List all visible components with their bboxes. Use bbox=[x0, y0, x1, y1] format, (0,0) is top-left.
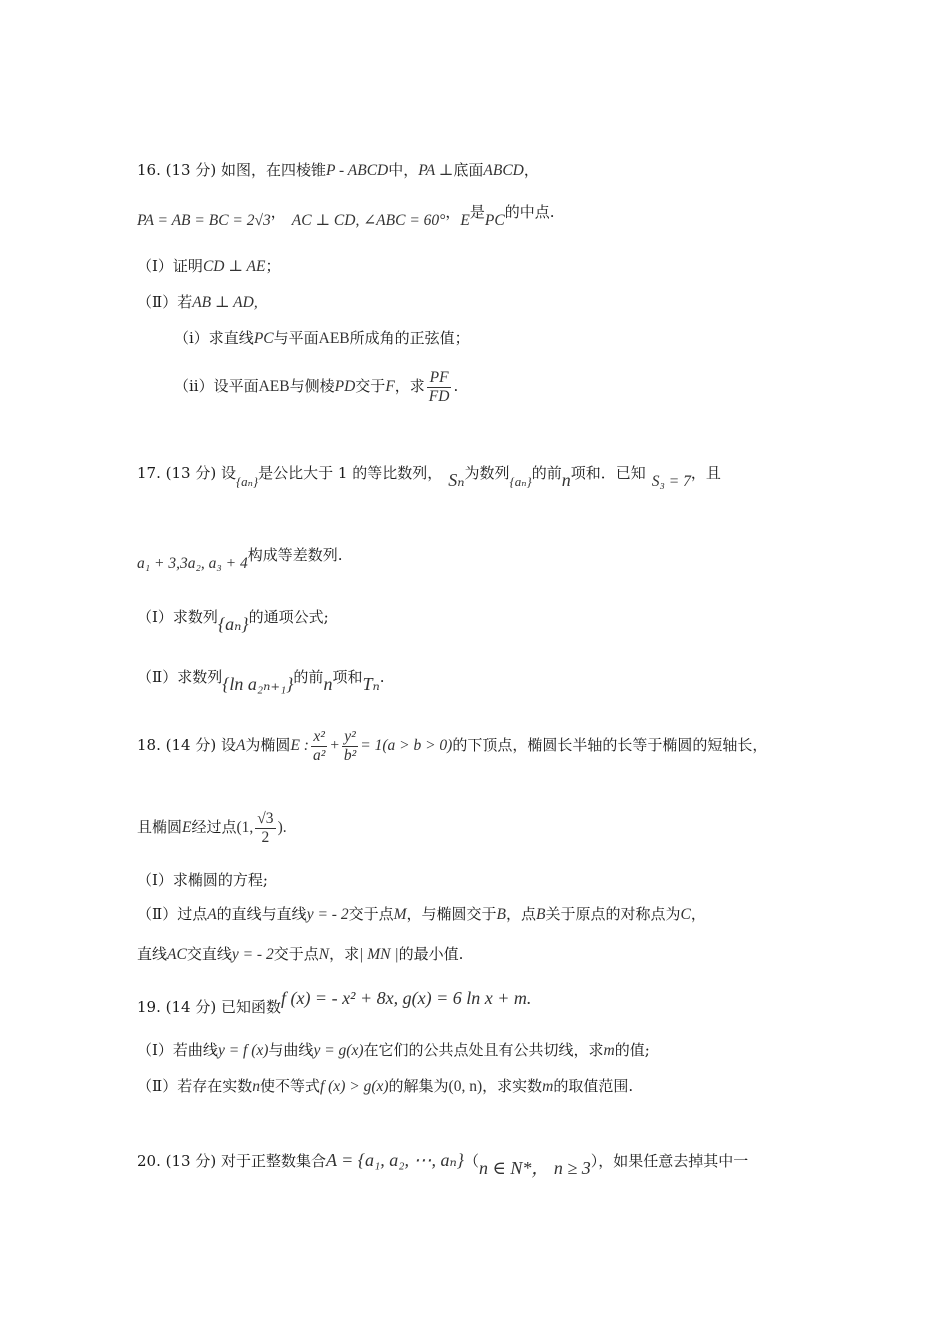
q17-text: 构成等差数列. bbox=[247, 546, 343, 564]
q19-math: f (x) > g(x) bbox=[319, 1078, 389, 1095]
q18-text: 的直线与直线 bbox=[216, 905, 307, 923]
q18-math: E bbox=[182, 819, 192, 836]
q17-text: 的前 bbox=[293, 668, 324, 686]
q18-text: 且椭圆 bbox=[137, 818, 183, 836]
q18-math: E : bbox=[290, 737, 309, 754]
q18-math: C bbox=[680, 906, 691, 923]
q16-math: AB ⊥ AD, bbox=[192, 294, 258, 311]
q20-line1 bbox=[137, 1150, 749, 1178]
q19-math: m bbox=[542, 1078, 554, 1095]
q16-text: ； bbox=[265, 257, 281, 275]
q18-text: ，与椭圆交于 bbox=[406, 905, 497, 923]
q16-text: ， bbox=[445, 203, 461, 221]
part-label: （Ⅱ）求数列 bbox=[137, 668, 223, 686]
q19-math: n bbox=[252, 1078, 260, 1095]
fraction-denominator: 2 bbox=[261, 828, 270, 846]
q18-text: 直线 bbox=[137, 945, 168, 963]
q16-math: ABCD bbox=[483, 162, 524, 179]
q18-math: B bbox=[536, 906, 546, 923]
q16-math: AEB bbox=[258, 378, 290, 395]
q20-set: A = {a₁, a₂, ⋯, aₙ} bbox=[325, 1150, 464, 1170]
q19-part1 bbox=[137, 1040, 650, 1061]
part-label: （Ⅱ）过点 bbox=[137, 905, 208, 923]
q18-text: 关于原点的对称点为 bbox=[545, 905, 681, 923]
q16-math: E bbox=[460, 212, 470, 229]
q18-line3 bbox=[137, 944, 463, 965]
sub-label: （ii）设平面 bbox=[174, 377, 259, 395]
q18-text: ，求 bbox=[329, 945, 360, 963]
q19-function: f (x) = - x² + 8x, g(x) = 6 ln x + m. bbox=[280, 988, 532, 1008]
q18-text: ，点 bbox=[506, 905, 537, 923]
q16-text: ， bbox=[523, 161, 539, 179]
q16-line1 bbox=[137, 160, 539, 181]
q17-math: S₃ = 7 bbox=[651, 473, 691, 490]
q16-math: PA ⊥ bbox=[418, 162, 454, 179]
q17-line1 bbox=[137, 462, 721, 490]
q16-fraction bbox=[427, 369, 452, 406]
q17-math: {aₙ} bbox=[217, 614, 249, 634]
q17-text: 的前 bbox=[531, 464, 562, 482]
q18-math: y = - 2 bbox=[231, 946, 274, 963]
q16-cond2: AC ⊥ CD, ∠ABC = 60° bbox=[291, 212, 446, 229]
q16-text: 是 bbox=[469, 203, 485, 221]
q16-text: 所成角的正弦值； bbox=[349, 329, 470, 347]
q18-line2 bbox=[137, 806, 287, 849]
q16-eq1: PA = AB = BC = 2√3 bbox=[137, 212, 271, 229]
q19-head: 19. (14 分) 已知函数 bbox=[137, 998, 281, 1016]
q18-part1 bbox=[137, 870, 268, 890]
q18-math: A bbox=[235, 737, 246, 754]
q17-text: 项和．已知 bbox=[570, 464, 646, 482]
q20-text: 如果任意去掉其中一 bbox=[613, 1152, 749, 1170]
q18-point-frac bbox=[255, 810, 275, 847]
q19-text: 的取值范围. bbox=[553, 1077, 634, 1095]
q18-frac-y bbox=[342, 728, 358, 765]
part-label: （Ⅰ）证明 bbox=[137, 257, 203, 275]
q16-part1 bbox=[137, 256, 280, 277]
part-label: （Ⅱ）若 bbox=[137, 293, 193, 311]
q20-text: （ bbox=[463, 1152, 479, 1170]
q17-math: {ln a₂ₙ₊₁} bbox=[222, 674, 294, 694]
q20-condition: n ∈ N*， n ≥ 3 bbox=[479, 1158, 591, 1178]
q19-math: y = g(x) bbox=[313, 1042, 364, 1059]
q18-math: y = - 2 bbox=[306, 906, 349, 923]
q17-math: {aₙ} bbox=[509, 474, 532, 489]
q17-math: Sₙ bbox=[448, 470, 465, 490]
q17-math: a₁ + 3,3a₂, a₃ + 4 bbox=[137, 555, 248, 572]
q18-math: | MN | bbox=[359, 946, 399, 963]
fraction-denominator: FD bbox=[428, 387, 450, 405]
q18-text: 交于点 bbox=[348, 905, 394, 923]
q17-text: ，且 bbox=[690, 464, 721, 482]
q19-part2 bbox=[137, 1076, 633, 1097]
q19-math: y = f (x) bbox=[217, 1042, 269, 1059]
q18-text: 交于点 bbox=[273, 945, 319, 963]
q18-math: + bbox=[329, 737, 340, 754]
q16-text: 交于 bbox=[355, 377, 386, 395]
q18-text: 经过点 bbox=[191, 818, 237, 836]
q18-math: = 1(a > b > 0) bbox=[360, 737, 453, 754]
q16-text: 底面 bbox=[453, 161, 484, 179]
q16-part2 bbox=[137, 292, 258, 313]
q17-part2 bbox=[137, 666, 385, 694]
q19-text: 与曲线 bbox=[268, 1041, 314, 1059]
q16-math: PD bbox=[334, 378, 356, 395]
q17-line2 bbox=[137, 545, 343, 572]
fraction-numerator: √3 bbox=[257, 809, 274, 827]
part-label: （Ⅰ）若曲线 bbox=[137, 1041, 218, 1059]
fraction-numerator: y² bbox=[342, 728, 358, 747]
fraction-denominator: a² bbox=[312, 746, 326, 764]
q18-text: 的最小值. bbox=[398, 945, 464, 963]
q17-math: n bbox=[323, 674, 333, 694]
q18-text: 的下顶点，椭圆长半轴的长等于椭圆的短轴长， bbox=[452, 736, 768, 754]
q16-pyramid: P - ABCD bbox=[325, 162, 389, 179]
fraction-numerator: x² bbox=[311, 728, 327, 747]
q16-head: 16. (13 分) 如图，在四棱锥 bbox=[137, 161, 326, 179]
q19-text: 的值; bbox=[614, 1041, 650, 1059]
q16-sub-ii bbox=[174, 366, 458, 407]
q17-math: Tₙ bbox=[362, 674, 380, 694]
q16-math: PC bbox=[253, 330, 274, 347]
q16-text: ， bbox=[270, 203, 286, 221]
q17-math: {aₙ} bbox=[235, 474, 259, 489]
part-label: （Ⅰ）求数列 bbox=[137, 608, 218, 626]
q19-math: (0, n) bbox=[448, 1078, 483, 1095]
q16-math: PC bbox=[484, 212, 505, 229]
part-label: （Ⅱ）若存在实数 bbox=[137, 1077, 253, 1095]
q20-head: 20. (13 分) 对于正整数集合 bbox=[137, 1152, 326, 1170]
q19-line1 bbox=[137, 988, 532, 1016]
q18-line1 bbox=[137, 724, 767, 767]
q18-math: M bbox=[393, 906, 407, 923]
q16-text: ，求 bbox=[394, 377, 425, 395]
q19-text: 在它们的公共点处且有公共切线，求 bbox=[363, 1041, 604, 1059]
q16-math: CD ⊥ AE bbox=[202, 258, 266, 275]
q18-math: N bbox=[318, 946, 330, 963]
q17-part1 bbox=[137, 606, 329, 634]
q17-text: 的通项公式; bbox=[248, 608, 329, 626]
q16-text: 与平面 bbox=[273, 329, 319, 347]
fraction-numerator: PF bbox=[427, 369, 452, 388]
q20-text: ）， bbox=[590, 1152, 614, 1170]
q17-math: n bbox=[561, 470, 571, 490]
q19-text: 使不等式 bbox=[259, 1077, 320, 1095]
q18-frac-x bbox=[311, 728, 327, 765]
q19-text: ，求实数 bbox=[482, 1077, 543, 1095]
q18-head: 18. (14 分) 设 bbox=[137, 736, 236, 754]
q16-math: F bbox=[385, 378, 395, 395]
q17-text: 项和 bbox=[332, 668, 363, 686]
q17-text: 是公比大于 1 的等比数列， bbox=[258, 464, 443, 482]
q18-math: AC bbox=[167, 946, 187, 963]
q18-math: (1, bbox=[236, 819, 254, 836]
q18-text: 交直线 bbox=[186, 945, 232, 963]
q16-line2 bbox=[137, 202, 555, 229]
q18-text: 为椭圆 bbox=[245, 736, 291, 754]
q16-sub-i bbox=[174, 328, 470, 349]
q19-math: m bbox=[603, 1042, 615, 1059]
q19-text: 的解集为 bbox=[388, 1077, 449, 1095]
q18-math: A bbox=[207, 906, 217, 923]
q17-head: 17. (13 分) 设 bbox=[137, 464, 236, 482]
fraction-denominator: b² bbox=[343, 746, 357, 764]
q16-text: 中， bbox=[388, 161, 419, 179]
q18-math: B bbox=[496, 906, 506, 923]
q16-math: AEB bbox=[318, 330, 350, 347]
q16-text: . bbox=[453, 377, 459, 395]
q16-text: 与侧棱 bbox=[289, 377, 335, 395]
q18-part2 bbox=[137, 904, 706, 925]
q17-text: . bbox=[379, 668, 385, 686]
q18-text: ， bbox=[690, 905, 706, 923]
q18-math: ). bbox=[277, 819, 287, 836]
q18-part1-text: （Ⅰ）求椭圆的方程; bbox=[137, 871, 268, 889]
sub-label: （i）求直线 bbox=[174, 329, 254, 347]
q16-text: 的中点. bbox=[504, 203, 555, 221]
q17-text: 为数列 bbox=[464, 464, 510, 482]
